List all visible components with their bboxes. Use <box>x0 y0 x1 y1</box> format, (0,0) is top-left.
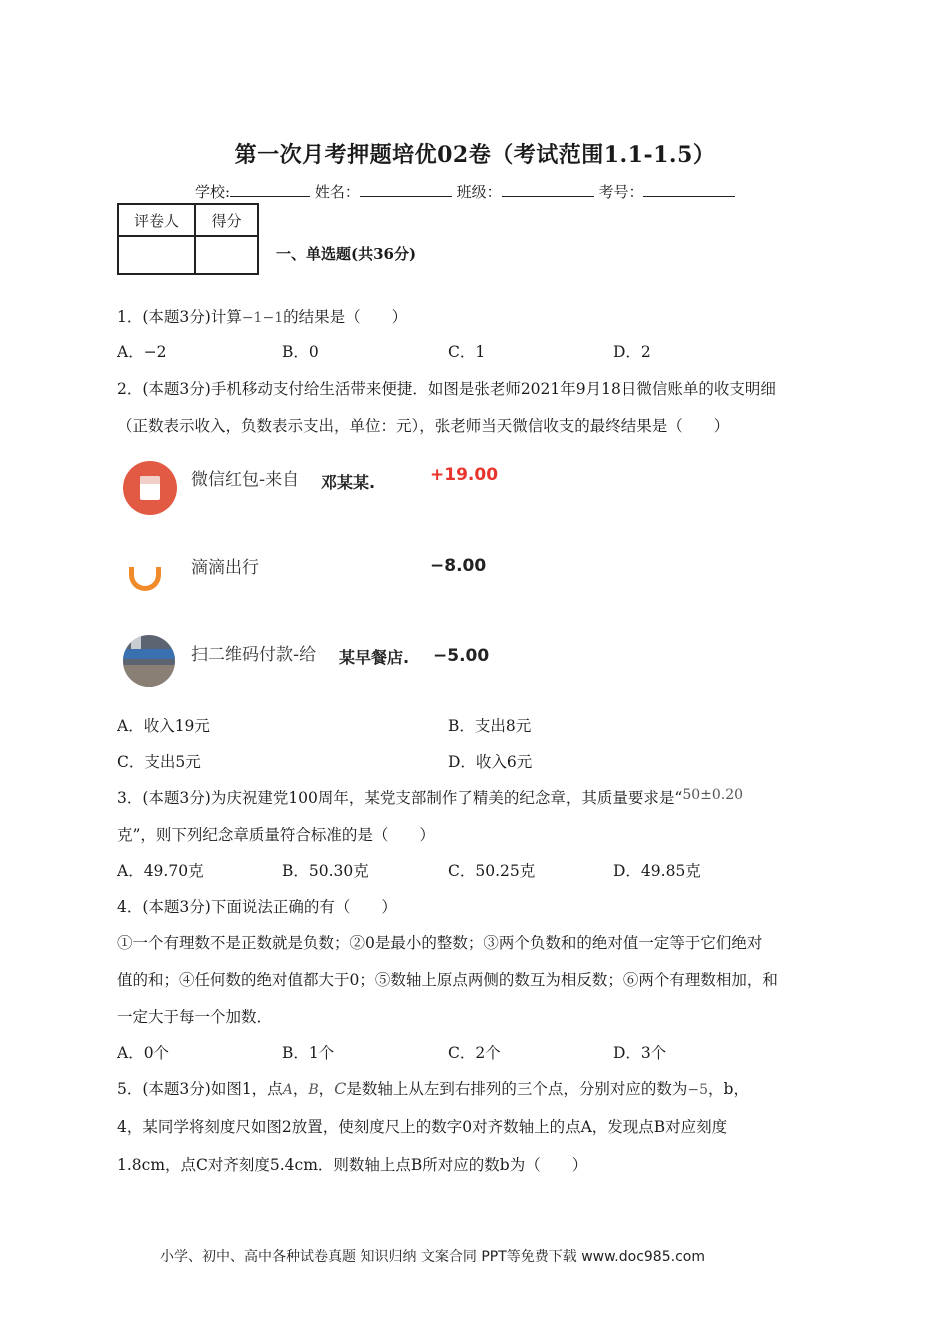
q1-expression: −1−1 <box>241 310 284 326</box>
question-5: 5．(本题3分)如图1，点A，B，C是数轴上从左到右排列的三个点，分别对应的数为−5，b， <box>117 1079 749 1098</box>
q5-prefix: 5．(本题3分)如图1，点 <box>117 1080 283 1098</box>
score-header: 得分 <box>195 204 258 236</box>
q4-line-1: 4．(本题3分)下面说法正确的有（ ） <box>117 898 397 916</box>
q1-option-a[interactable]: A．−2 <box>117 343 167 361</box>
class-label: 班级： <box>456 183 502 201</box>
q2-line-1: 2．(本题3分)手机移动支付给生活带来便捷．如图是张老师2021年9月18日微信账单的收支明细 <box>117 380 776 398</box>
q5-middle: 是数轴上从左到右排列的三个点，分别对应的数为 <box>346 1080 688 1098</box>
q2-option-a[interactable]: A．收入19元 <box>117 717 210 735</box>
section-heading: 一、单选题(共36分) <box>276 245 417 263</box>
name-label: 姓名： <box>314 183 360 201</box>
grader-header: 评卷人 <box>118 204 195 236</box>
class-blank[interactable] <box>502 182 594 197</box>
q1-option-b[interactable]: B．0 <box>282 343 319 361</box>
q4-option-d[interactable]: D．3个 <box>613 1044 667 1062</box>
bill-payee: 某早餐店. <box>339 648 410 667</box>
q4-option-a[interactable]: A．0个 <box>117 1044 170 1062</box>
score-cell[interactable] <box>195 236 258 274</box>
score-table <box>117 203 259 275</box>
bill-row-didi <box>117 545 517 617</box>
question-3 <box>117 786 743 808</box>
q4-line-2: ①一个有理数不是正数就是负数；②0是最小的整数；③两个负数和的绝对值一定等于它们绝对 <box>117 934 763 952</box>
q3-line-1: 3．(本题3分)为庆祝建党100周年，某党支部制作了精美的纪念章，其质量要求是“ <box>117 789 683 807</box>
bill-amount: −5.00 <box>433 646 490 666</box>
q4-line-3: 值的和；④任何数的绝对值都大于0；⑤数轴上原点两侧的数互为相反数；⑥两个有理数相加，和 <box>117 971 778 989</box>
q3-option-a[interactable]: A．49.70克 <box>117 862 204 880</box>
q5-line-3: 1.8cm，点C对齐刻度5.4cm．则数轴上点B所对应的数b为（ ） <box>117 1156 588 1174</box>
q5-point-a: A <box>282 1082 293 1098</box>
bill-label: 扫二维码付款-给 <box>191 645 317 665</box>
q1-option-c[interactable]: C．1 <box>448 343 486 361</box>
q2-option-c[interactable]: C．支出5元 <box>117 753 201 771</box>
q3-expression: 50±0.20 <box>682 787 744 803</box>
q3-line-2: 克”，则下列纪念章质量符合标准的是（ ） <box>117 826 435 844</box>
bill-payee: 邓某某. <box>321 473 376 492</box>
question-1 <box>117 305 407 327</box>
exam-no-label: 考号： <box>598 183 644 201</box>
didi-icon <box>129 559 165 595</box>
bill-amount: −8.00 <box>430 556 487 576</box>
q3-option-c[interactable]: C．50.25克 <box>448 862 536 880</box>
q1-suffix: 的结果是（ ） <box>283 308 408 326</box>
q5-point-b: B <box>308 1082 319 1098</box>
q4-line-4: 一定大于每一个加数． <box>117 1008 273 1026</box>
q1-option-d[interactable]: D．2 <box>613 343 651 361</box>
q5-point-c: C <box>334 1079 347 1098</box>
bill-amount: +19.00 <box>430 465 499 485</box>
q2-option-d[interactable]: D．收入6元 <box>448 753 533 771</box>
q5-value: −5 <box>687 1082 709 1098</box>
q4-option-b[interactable]: B．1个 <box>282 1044 335 1062</box>
student-info-line <box>195 181 735 202</box>
q3-option-b[interactable]: B．50.30克 <box>282 862 369 880</box>
school-blank[interactable] <box>230 182 310 197</box>
q1-prefix: 1．(本题3分)计算 <box>117 308 242 326</box>
school-label: 学校: <box>195 183 231 201</box>
page-footer: 小学、初中、高中各种试卷真题 知识归纳 文案合同 PPT等免费下载 www.doc985.com <box>160 1249 705 1265</box>
shop-photo-icon <box>123 635 175 687</box>
bill-row-breakfast <box>117 630 517 702</box>
bill-label: 滴滴出行 <box>191 558 259 578</box>
exam-no-blank[interactable] <box>643 182 735 197</box>
bill-label: 微信红包-来自 <box>191 470 300 490</box>
page-title: 第一次月考押题培优02卷（考试范围1.1-1.5） <box>234 142 716 168</box>
q4-option-c[interactable]: C．2个 <box>448 1044 501 1062</box>
red-packet-icon <box>123 461 177 515</box>
q2-option-b[interactable]: B．支出8元 <box>448 717 532 735</box>
q5-line-2: 4，某同学将刻度尺如图2放置，使刻度尺上的数字0对齐数轴上的点A，发现点B对应刻度 <box>117 1118 728 1136</box>
q2-line-2: （正数表示收入，负数表示支出，单位：元），张老师当天微信收支的最终结果是（ ） <box>117 417 730 435</box>
q5-tail: ，b， <box>708 1080 749 1098</box>
q3-option-d[interactable]: D．49.85克 <box>613 862 701 880</box>
bill-row-redpacket <box>117 455 517 527</box>
grader-cell[interactable] <box>118 236 195 274</box>
name-blank[interactable] <box>360 182 452 197</box>
